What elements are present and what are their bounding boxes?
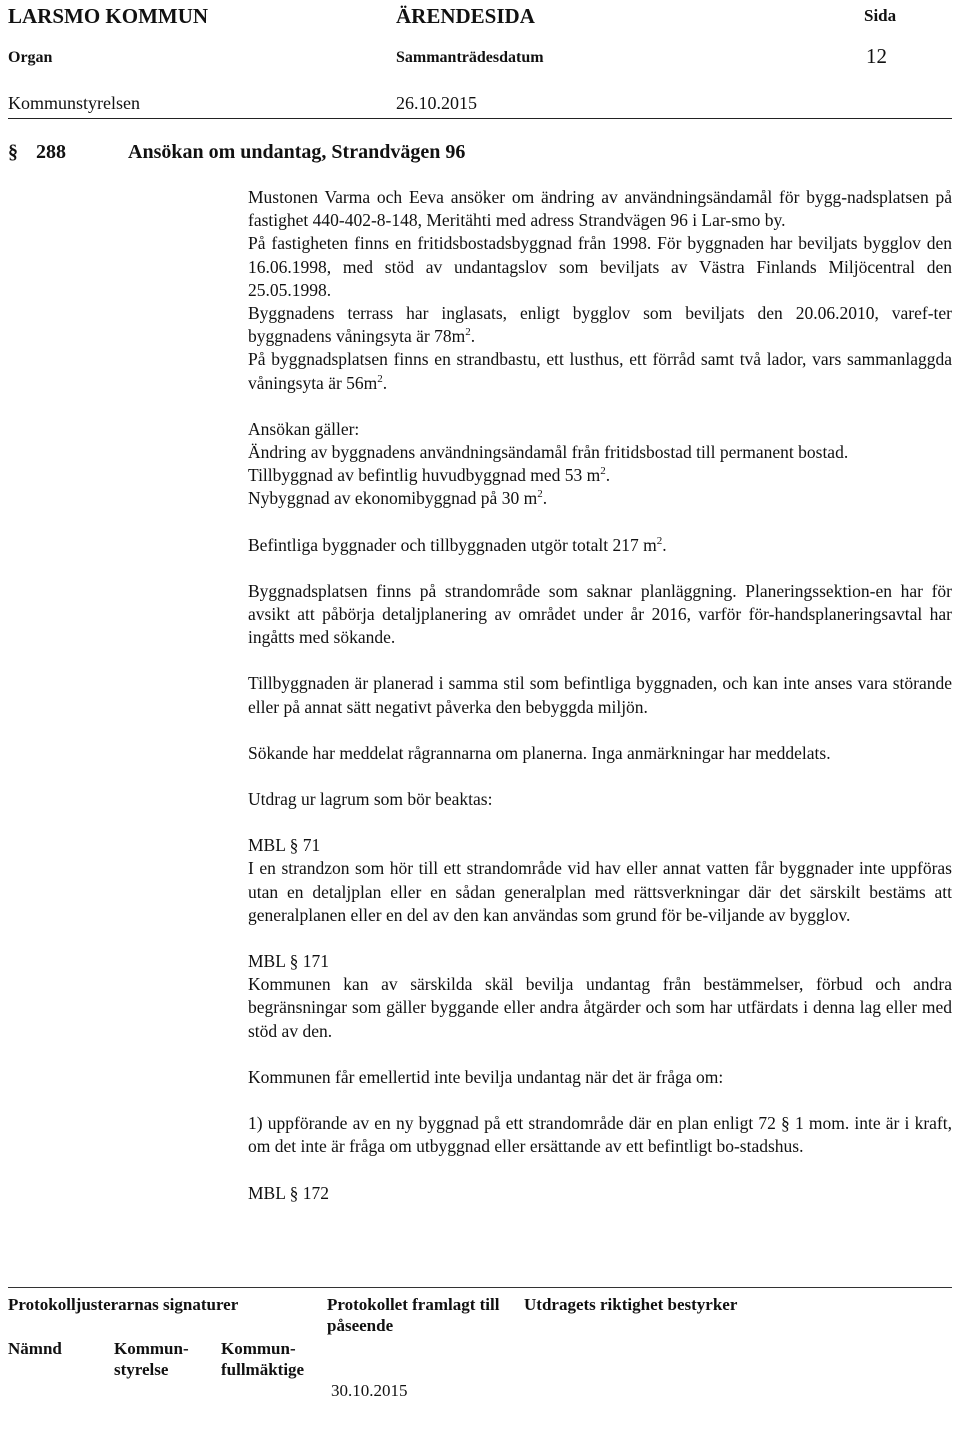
header-rule: [8, 118, 952, 119]
organ-name: Kommunstyrelsen: [8, 93, 140, 113]
mbl171-heading: MBL § 171: [248, 951, 330, 972]
paragraph-application: Mustonen Varma och Eeva ansöker om ändring av användningsändamål för bygg-nadsplatsen på fastighet 440-402-8-148, Meritähti med adress Strandvägen 96 i Lar-smo by.: [248, 187, 952, 231]
certified-label: Utdragets riktighet bestyrker: [524, 1295, 738, 1314]
paragraph-outbuildings: På byggnadsplatsen finns en strandbastu, ett lusthus, ett förråd samt två lador, vars sammanlaggda våningsyta är $56m^2$.: [248, 349, 952, 393]
page-type: ÄRENDESIDA: [396, 4, 535, 28]
applies-item-2: Tillbyggnad av befintlig huvudbyggnad med 53 $m^2$.: [248, 465, 611, 486]
mbl71-heading: MBL § 71: [248, 835, 321, 856]
mbl71-text: I en strandzon som hör till ett strandområde vid hav eller annat vatten får byggnader inte uppföras utan en detaljplan eller en sådan generalplan med rättsverkningar där det särskilt bestäms att generalplanen eller en del av den kan användas som grund för be-viljande av bygglov.: [248, 858, 952, 925]
protocol-posted-label: Protokollet framlagt till påseende: [327, 1295, 500, 1335]
mbl171-text: Kommunen kan av särskilda skäl bevilja undantag från bestämmelser, förbud och andra begränsningar som gäller byggande eller andra åtgärder och som har utfärdats i denna lag eller med stöd av den.: [248, 974, 952, 1041]
footer-rule: [8, 1287, 952, 1288]
signature-col-kommunfullmaktige: Kommun-fullmäktige: [221, 1339, 305, 1379]
municipality-name: LARSMO KOMMUN: [8, 4, 209, 28]
applies-heading: Ansökan gäller:: [248, 418, 360, 439]
applies-item-3: Nybyggnad av ekonomibyggnad på 30 $m^2$.: [248, 488, 548, 509]
applies-item-1: Ändring av byggnadens användningsändamål från fritidsbostad till permanent bostad.: [248, 442, 849, 463]
meeting-date-label: Sammanträdesdatum: [396, 49, 544, 66]
page-number: 12: [866, 44, 887, 68]
paragraph-history: På fastigheten finns en fritidsbostadsbyggnad från 1998. För byggnaden har beviljats bygglov den 16.06.1998, med stöd av undantagslov som beviljats av Västra Finlands Miljöcentral den 25.05.1998.: [248, 233, 952, 300]
exception-item-1: 1) uppförande av en ny byggnad på ett strandområde där en plan enligt 72 § 1 mom. inte är i kraft, om det inte är fråga om utbyggnad eller ersättande av ett befintligt bo-stadshus.: [248, 1113, 952, 1157]
item-body: [248, 186, 952, 1205]
signature-col-kommunstyrelse: Kommun-styrelse: [114, 1339, 189, 1379]
item-title: Ansökan om undantag, Strandvägen 96: [128, 141, 466, 163]
mbl172-heading: MBL § 172: [248, 1182, 330, 1203]
signature-col-namnd: Nämnd: [8, 1339, 62, 1358]
item-number: 288: [36, 141, 66, 163]
paragraph-planning: Byggnadsplatsen finns på strandområde som saknar planläggning. Planeringssektion-en har för avsikt att påbörja detaljplanering av området under år 2016, varför för-handsplaneringsavtal har ingåtts med sökande.: [248, 580, 952, 648]
paragraph-total: Befintliga byggnader och tillbyggnaden utgör totalt 217 $m^2$.: [248, 534, 667, 555]
organ-label: Organ: [8, 49, 53, 66]
exception-heading: Kommunen får emellertid inte bevilja undantag när det är fråga om:: [248, 1066, 724, 1087]
signatures-label: Protokolljusterarnas signaturer: [8, 1295, 239, 1314]
paragraph-style: Tillbyggnaden är planerad i samma stil som befintliga byggnaden, och kan inte anses vara störande eller på annat sätt negativt påverka den bebyggda miljön.: [248, 673, 952, 717]
paragraph-terrace: Byggnadens terrass har inglasats, enligt bygglov som beviljats den 20.06.2010, varef-ter byggnadens våningsyta är $78m^2$.: [248, 303, 952, 347]
section-sign: §: [8, 141, 18, 163]
meeting-date: 26.10.2015: [396, 93, 477, 113]
posted-date: 30.10.2015: [331, 1381, 408, 1400]
paragraph-neighbours: Sökande har meddelat rågrannarna om planerna. Inga anmärkningar har meddelats.: [248, 742, 831, 763]
page-label: Sida: [864, 6, 897, 25]
excerpt-heading: Utdrag ur lagrum som bör beaktas:: [248, 789, 493, 810]
